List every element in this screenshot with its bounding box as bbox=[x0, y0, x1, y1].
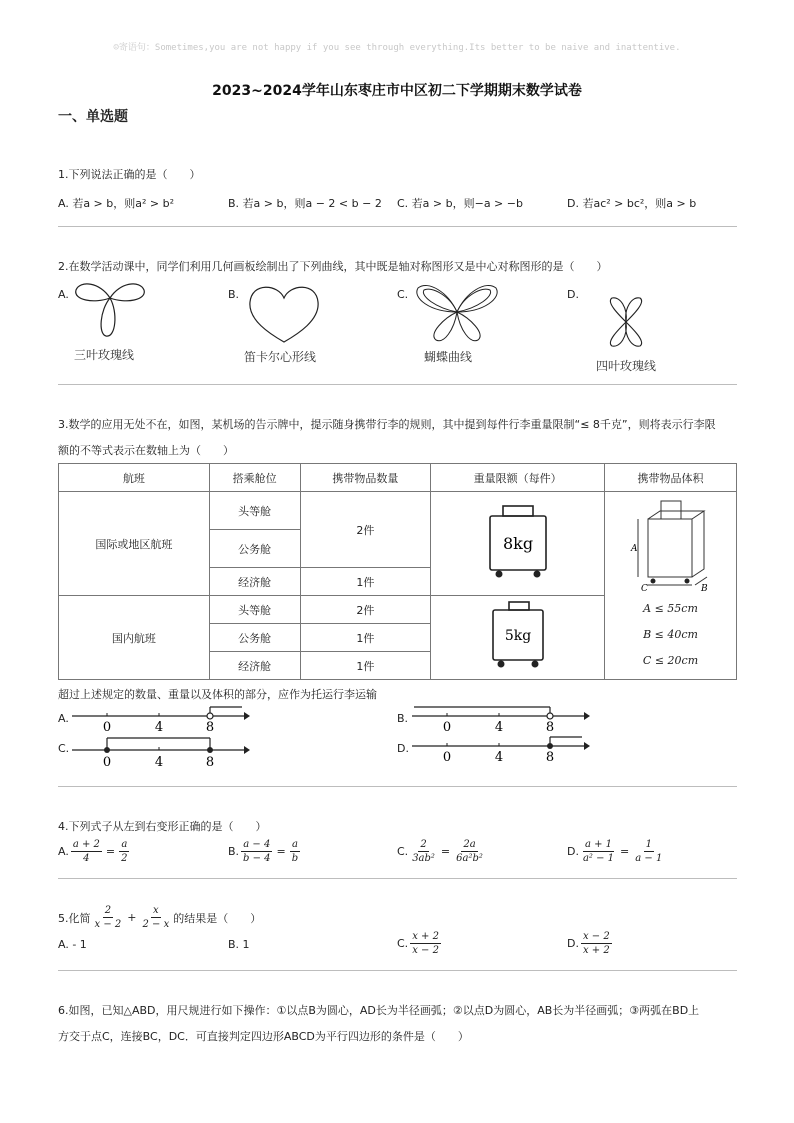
q3-stem-line2: 额的不等式表示在数轴上为（ ） bbox=[58, 444, 234, 457]
divider bbox=[58, 878, 737, 879]
table-cell: 公务舱 bbox=[209, 530, 300, 568]
q2-option-b-label[interactable]: B. bbox=[228, 288, 240, 301]
q2-stem: 2.在数学活动课中，同学们利用几何画板绘制出了下列曲线，其中既是轴对称图形又是中心对称图形的是（ ） bbox=[58, 260, 608, 273]
svg-text:0: 0 bbox=[102, 755, 112, 770]
divider bbox=[58, 384, 737, 385]
q1-option-b[interactable]: B. 若a > b，则a − 2 < b − 2 bbox=[228, 197, 382, 210]
table-header: 重量限额（每件） bbox=[431, 464, 605, 492]
q4-stem: 4.下列式子从左到右变形正确的是（ ） bbox=[58, 820, 267, 833]
weight-8kg-label: 8kg bbox=[502, 534, 533, 553]
dimension-b-label: B bbox=[700, 584, 708, 593]
q2-option-a-label[interactable]: A. bbox=[58, 288, 69, 301]
butterfly-curve-figure bbox=[412, 278, 502, 348]
q3-option-a-label[interactable]: A. bbox=[58, 712, 69, 725]
four-leaf-rose-figure bbox=[596, 294, 656, 350]
table-cell: 2件 bbox=[300, 596, 431, 624]
number-line-d bbox=[412, 730, 592, 770]
table-cell: 国内航班 bbox=[59, 596, 210, 680]
svg-text:8: 8 bbox=[545, 720, 555, 735]
three-leaf-rose-figure bbox=[70, 276, 150, 342]
table-cell: 公务舱 bbox=[209, 624, 300, 652]
q6-stem-line1: 6.如图，已知△ABD，用尺规进行如下操作：①以点B为圆心，AD长为半径画弧；②以点D为圆心，AB长为半径画弧；③两弧在BD上 bbox=[58, 1004, 700, 1017]
dimension-c-label: C bbox=[640, 584, 648, 593]
q1-stem: 1.下列说法正确的是（ ） bbox=[58, 168, 201, 181]
q2-option-c-label[interactable]: C. bbox=[397, 288, 409, 301]
q6-stem-line2: 方交于点C，连接BC，DC．可直接判定四边形ABCD为平行四边形的条件是（ ） bbox=[58, 1030, 469, 1043]
q3-option-c-label[interactable]: C. bbox=[58, 742, 70, 755]
svg-text:0: 0 bbox=[102, 720, 112, 735]
table-header: 航班 bbox=[59, 464, 210, 492]
q2-caption-a: 三叶玫瑰线 bbox=[74, 348, 135, 362]
q3-option-d-label[interactable]: D. bbox=[397, 742, 409, 755]
suitcase-8kg-icon bbox=[473, 504, 563, 580]
svg-text:4: 4 bbox=[154, 720, 164, 735]
table-cell: 1件 bbox=[300, 652, 431, 680]
suitcase-dimensions-icon bbox=[623, 497, 719, 593]
dimension-limit: C ≤ 20cm bbox=[642, 654, 699, 667]
divider bbox=[58, 786, 737, 787]
q1-option-d[interactable]: D. 若ac² > bc²，则a > b bbox=[567, 197, 697, 210]
table-cell: 2件 bbox=[300, 492, 431, 568]
q5-option-a[interactable]: A. - 1 bbox=[58, 938, 87, 951]
table-header: 搭乘舱位 bbox=[209, 464, 300, 492]
section-heading: 一、单选题 bbox=[58, 109, 128, 125]
q4-option-a[interactable]: A. $\frac{a + 2}{4}$ = $\frac{a}{2}$ bbox=[58, 839, 128, 864]
table-cell: 1件 bbox=[300, 624, 431, 652]
q1-option-c[interactable]: C. 若a > b，则−a > −b bbox=[397, 197, 523, 210]
q1-option-a[interactable]: A. 若a > b，则a² > b² bbox=[58, 197, 175, 210]
table-cell: 经济舱 bbox=[209, 568, 300, 596]
divider bbox=[58, 226, 737, 227]
q2-caption-d: 四叶玫瑰线 bbox=[596, 359, 657, 373]
q4-option-b[interactable]: B. $\frac{a - 4}{b - 4}$ = $\frac{a}{b}$ bbox=[228, 839, 299, 864]
suitcase-5kg-cell bbox=[431, 596, 605, 680]
svg-text:4: 4 bbox=[494, 750, 504, 765]
q3-note: 超过上述规定的数量、重量以及体积的部分，应作为托运行李运输 bbox=[58, 688, 377, 701]
table-cell: 经济舱 bbox=[209, 652, 300, 680]
svg-text:8: 8 bbox=[205, 720, 215, 735]
table-cell: 1件 bbox=[300, 568, 431, 596]
svg-text:8: 8 bbox=[205, 755, 215, 770]
svg-text:0: 0 bbox=[442, 750, 452, 765]
svg-text:4: 4 bbox=[154, 755, 164, 770]
table-cell: 头等舱 bbox=[209, 596, 300, 624]
dimension-limit: B ≤ 40cm bbox=[643, 628, 698, 641]
q3-option-b-label[interactable]: B. bbox=[397, 712, 409, 725]
header-quote: ☺寄语句：Sometimes,you are not happy if you see through everything.Its better to be naive and inattentive. bbox=[113, 43, 681, 53]
table-header: 携带物品体积 bbox=[605, 464, 737, 492]
dimension-limit: A ≤ 55cm bbox=[643, 602, 698, 615]
q5-stem: 5.化简 $\frac{2}{x - 2}$ + $\frac{x}{2 - x}$ 的结果是（ ） bbox=[58, 905, 262, 930]
divider bbox=[58, 970, 737, 971]
svg-text:0: 0 bbox=[442, 720, 452, 735]
table-header: 携带物品数量 bbox=[300, 464, 431, 492]
luggage-rules-table bbox=[58, 463, 737, 680]
page-title: 2023~2024学年山东枣庄市中区初二下学期期末数学试卷 bbox=[212, 83, 582, 99]
svg-text:8: 8 bbox=[545, 750, 555, 765]
dimension-a-label: A bbox=[630, 544, 638, 554]
number-line-c bbox=[72, 730, 252, 770]
cardioid-figure bbox=[244, 280, 324, 346]
suitcase-8kg-cell bbox=[431, 492, 605, 596]
q4-option-d[interactable]: D. $\frac{a + 1}{\text{a² − 1}}$ = $\frac{1}{a - 1}$ bbox=[567, 839, 663, 864]
table-cell: 头等舱 bbox=[209, 492, 300, 530]
weight-5kg-label: 5kg bbox=[504, 628, 531, 644]
table-cell: 国际或地区航班 bbox=[59, 492, 210, 596]
q2-option-d-label[interactable]: D. bbox=[567, 288, 579, 301]
q3-stem-line1: 3.数学的应用无处不在，如图，某机场的告示牌中，提示随身携带行李的规则，其中提到每件行李重量限制“≤ 8千克”，则将表示行李限 bbox=[58, 418, 716, 431]
q2-caption-b: 笛卡尔心形线 bbox=[244, 350, 317, 364]
q5-option-c[interactable]: C. $\frac{x + 2}{x - 2}$ bbox=[397, 931, 439, 956]
suitcase-dimension-cell bbox=[605, 492, 737, 680]
q4-option-c[interactable]: C. $\frac{2}{\text{3ab²}}$ = $\frac{2a}{\text{6a²b²}}$ bbox=[397, 839, 483, 864]
q5-option-d[interactable]: D. $\frac{x - 2}{x + 2}$ bbox=[567, 931, 610, 956]
suitcase-5kg-icon bbox=[473, 600, 563, 672]
svg-text:4: 4 bbox=[494, 720, 504, 735]
q5-option-b[interactable]: B. 1 bbox=[228, 938, 250, 951]
q2-caption-c: 蝴蝶曲线 bbox=[424, 350, 473, 364]
